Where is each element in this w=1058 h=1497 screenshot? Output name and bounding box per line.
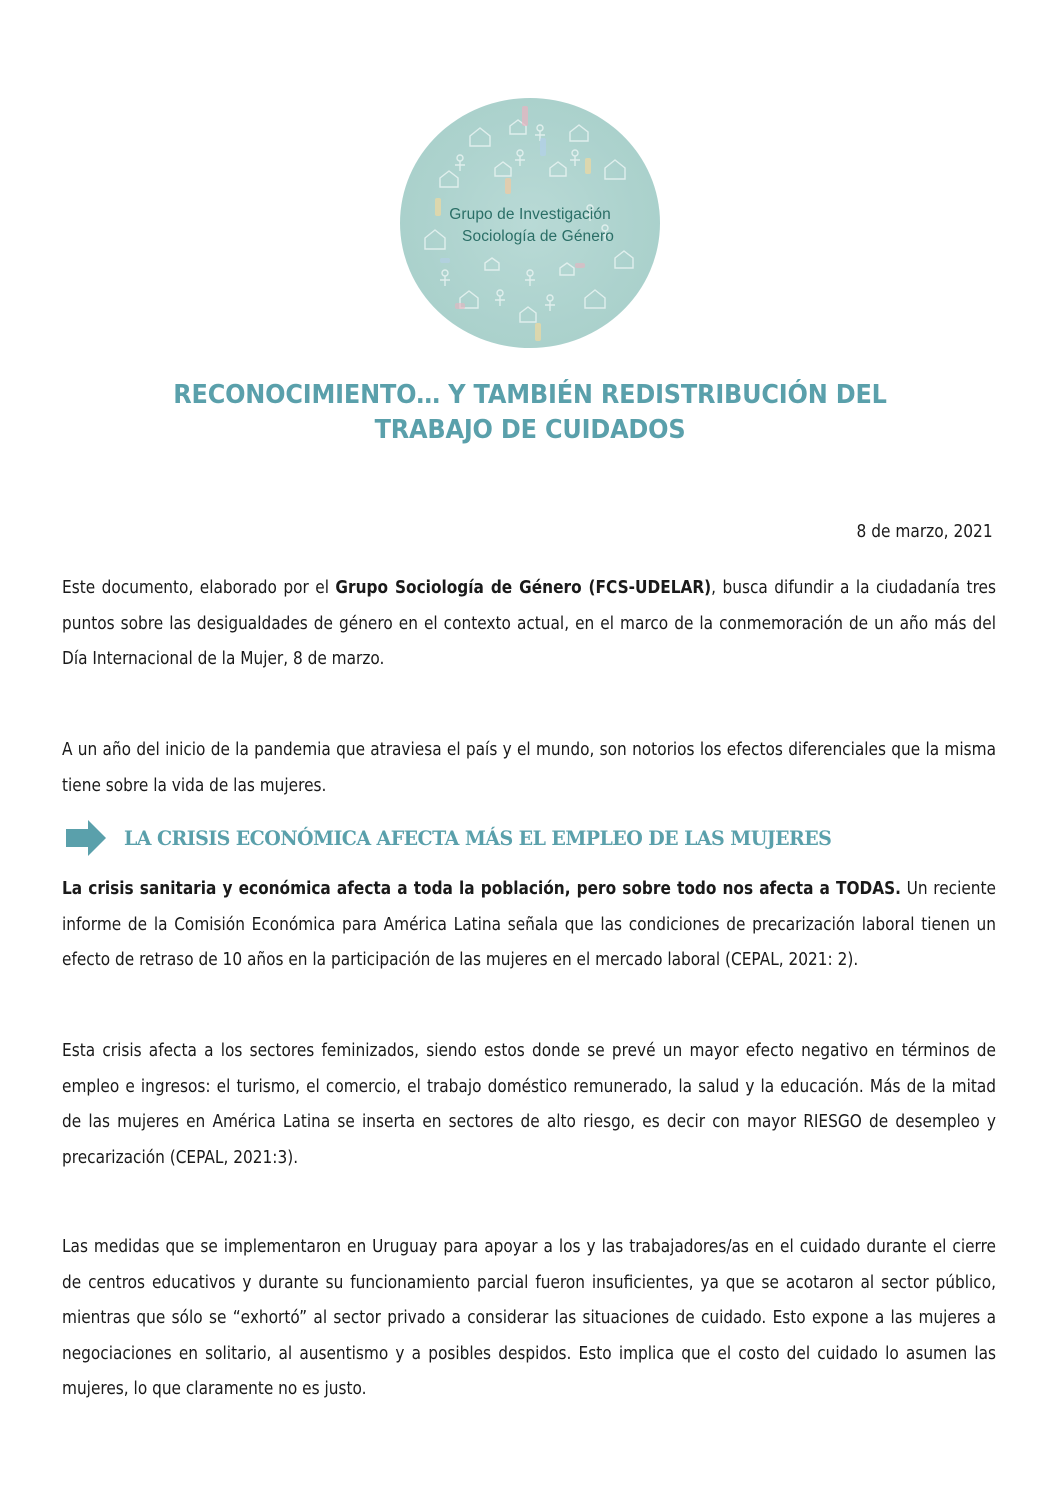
crisis-text: Un reciente informe de la Comisión Económica para América Latina señala que las condiciones de precarización laboral tienen un efecto de retraso de 10 años en la participación de las mujeres en el mercado laboral (CEPAL, 2021: 2). xyxy=(62,879,997,970)
intro-text-before: Este documento, elaborado por el xyxy=(62,578,336,598)
document-date: 8 de marzo, 2021 xyxy=(856,522,993,542)
logo-line-2: Sociología de Género xyxy=(462,228,614,245)
crisis-paragraph xyxy=(62,872,996,979)
intro-text-after: , busca difundir a la ciudadanía tres puntos sobre las desigualdades de género en el contexto actual, en el marco de la conmemoración de un año más del Día Internacional de la Mujer, 8 de marzo. xyxy=(62,578,997,669)
title-line-1: RECONOCIMIENTO… Y TAMBIÉN REDISTRIBUCIÓN DEL xyxy=(173,380,887,410)
group-logo xyxy=(400,98,660,348)
section-heading xyxy=(66,820,869,856)
measures-paragraph: Las medidas que se implementaron en Uruguay para apoyar a los y las trabajadores/as en el cuidado durante el cierre de centros educativos y durante su funcionamiento parcial fueron insuficientes, ya que se acotaron al sector público, mientras que sólo se “exhortó” al sector privado a considerar las situaciones de cuidado. Esto expone a las mujeres a negociaciones en solitario, al ausentismo y a posibles despidos. Esto implica que el costo del cuidado lo asumen las mujeres, lo que claramente no es justo. xyxy=(62,1237,997,1399)
sectors-paragraph: Esta crisis afecta a los sectores feminizados, siendo estos donde se prevé un mayor efecto negativo en términos de empleo e ingresos: el turismo, el comercio, el trabajo doméstico remunerado, la salud y la educación. Más de la mitad de las mujeres en América Latina se inserta en sectores de alto riesgo, es decir con mayor RIESGO de desempleo y precarización (CEPAL, 2021:3). xyxy=(62,1041,997,1168)
arrow-right-icon xyxy=(66,820,106,856)
crisis-bold-statement: La crisis sanitaria y económica afecta a toda la población, pero sobre todo nos afecta a TODAS. xyxy=(62,879,902,899)
document-title xyxy=(88,378,972,448)
logo-text xyxy=(400,204,660,248)
title-line-2: TRABAJO DE CUIDADOS xyxy=(374,415,686,445)
group-name: Grupo Sociología de Género (FCS-UDELAR) xyxy=(335,578,712,598)
section-heading-text: LA CRISIS ECONÓMICA AFECTA MÁS EL EMPLEO DE LAS MUJERES xyxy=(124,826,832,850)
intro-paragraph xyxy=(62,571,996,678)
pandemic-paragraph: A un año del inicio de la pandemia que atraviesa el país y el mundo, son notorios los efectos diferenciales que la misma tiene sobre la vida de las mujeres. xyxy=(62,740,997,796)
logo-line-1: Grupo de Investigación xyxy=(449,206,611,223)
